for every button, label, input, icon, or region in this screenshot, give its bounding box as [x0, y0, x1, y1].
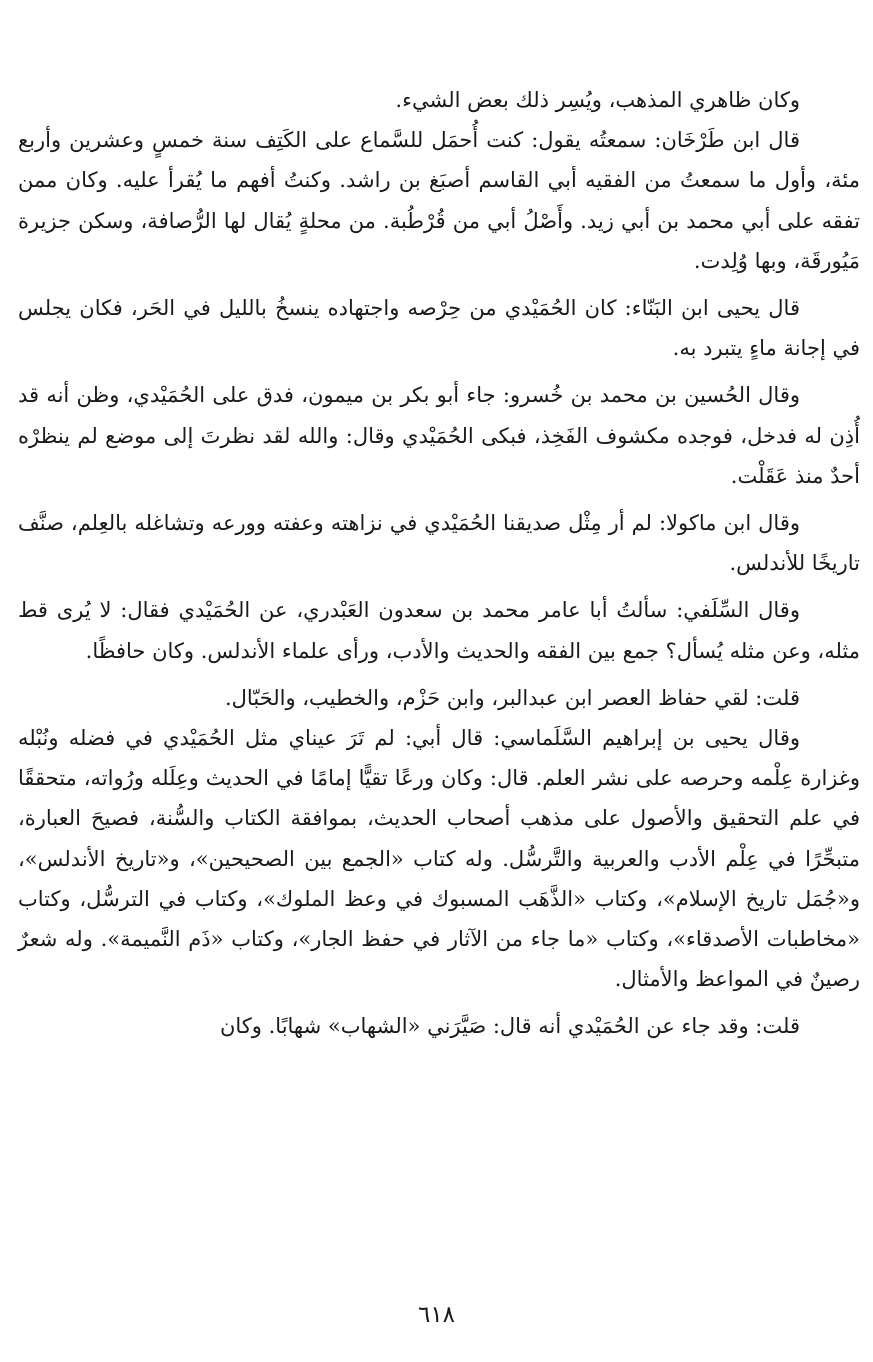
page-body-text	[18, 80, 860, 1047]
paragraph: وقال يحيى بن إبراهيم السَّلَماسي: قال أبي: لم تَرَ عيناي مثل الحُمَيْدي في فضله ونُبْله وغزارة عِلْمه وحرصه على نشر العلم. قال: وكان ورعًا تقيًّا إمامًا في الحديث وعِلَله ورُواته، متحققًا في علم التحقيق والأصول على مذهب أصحاب الحديث، بموافقة الكتاب والسُّنة، فصيحَ العبارة، متبحِّرًا في عِلْم الأدب والعربية والتَّرسُّل. وله كتاب «الجمع بين الصحيحين»، و«تاريخ الأندلس»، و«جُمَل تاريخ الإسلام»، وكتاب «الذَّهَب المسبوك في وعظ الملوك»، وكتاب في الترسُّل، وكتاب «مخاطبات الأصدقاء»، وكتاب «ما جاء من الآثار في حفظ الجار»، وكتاب «ذَم النَّميمة». وله شعرٌ رصينٌ في المواعظ والأمثال.	[18, 726, 860, 992]
paragraph: قال يحيى ابن البَنّاء: كان الحُمَيْدي من حِرْصه واجتهاده ينسخُ بالليل في الحَر، فكان يجلس في إجانة ماءٍ يتبرد به.	[18, 296, 860, 361]
paragraph: وقال الحُسين بن محمد بن خُسرو: جاء أبو بكر بن ميمون، فدق على الحُمَيْدي، وظن أنه قد أُذِن له فدخل، فوجده مكشوف الفَخِذ، فبكى الحُمَيْدي وقال: والله لقد نظرتَ إلى موضع لم ينظرْه أحدٌ منذ عَقَلْت.	[18, 383, 860, 488]
paragraph: وقال السِّلَفي: سألتُ أبا عامر محمد بن سعدون العَبْدري، عن الحُمَيْدي فقال: لا يُرى قط مثله، وعن مثله يُسأل؟ جمع بين الفقه والحديث والأدب، ورأى علماء الأندلس. وكان حافظًا.	[18, 598, 860, 663]
paragraph: قال ابن طَرْخَان: سمعتُه يقول: كنت أُحمَل للسَّماع على الكَتِف سنة خمسٍ وعشرين وأربع مئة، وأول ما سمعتُ من الفقيه أبي القاسم أصبَغ بن راشد. وكنتُ أفهم ما يُقرأ عليه. وكان ممن تفقه على أبي محمد بن أبي زيد. وأَصْلُ أبي من قُرْطُبة. من محلةٍ يُقال لها الرُّصافة، وسكن جزيرة مَيُورقَة، وبها وُلِدت.	[18, 128, 860, 273]
page-number: ٦١٨	[417, 1302, 456, 1328]
paragraph: وكان ظاهري المذهب، ويُسِر ذلك بعض الشيء.	[395, 88, 800, 112]
paragraph: قلت: لقي حفاظ العصر ابن عبدالبر، وابن حَزْم، والخطيب، والحَبّال.	[224, 685, 800, 710]
paragraph: وقال ابن ماكولا: لم أر مِثْل صديقنا الحُمَيْدي في نزاهته وعفته وورعه وتشاغله بالعِلم، صنَّف تاريخًا للأندلس.	[18, 511, 860, 576]
paragraph: قلت: وقد جاء عن الحُمَيْدي أنه قال: صَيَّرَني «الشهاب» شهابًا. وكان	[219, 1014, 800, 1039]
